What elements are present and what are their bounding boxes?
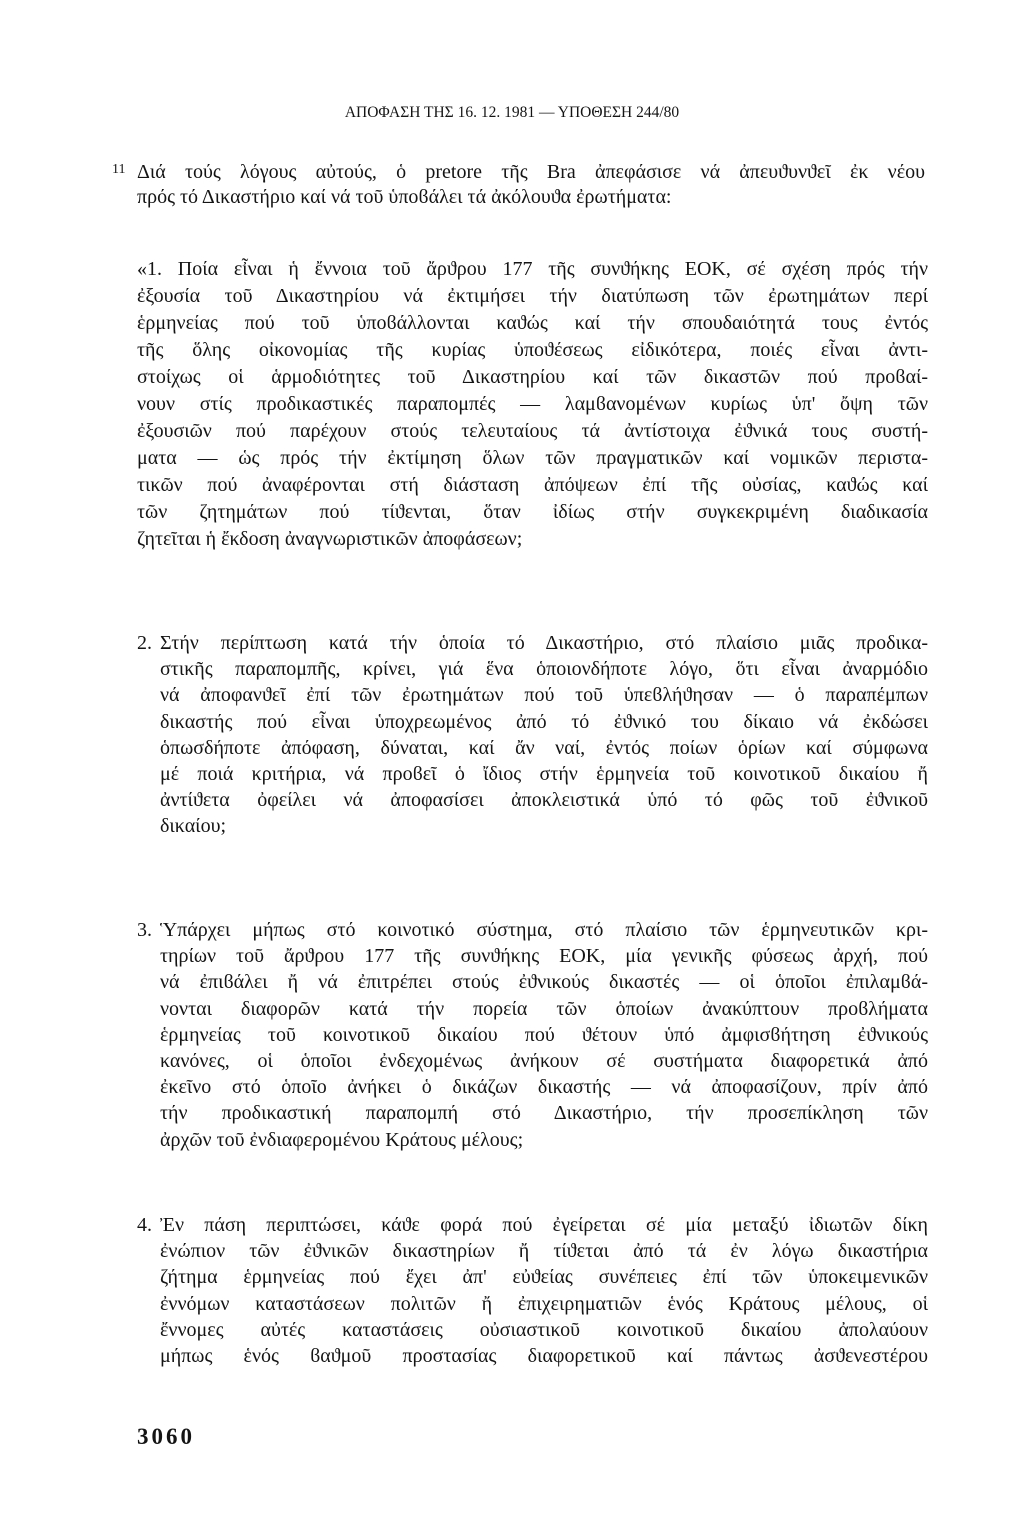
text-line: πρός τό Δικαστήριο καί νά τοῦ ὑποϐάλει τά ἀκόλουϑα ἐρωτήματα: — [137, 186, 672, 208]
question-2 — [160, 630, 928, 840]
question-3 — [160, 917, 928, 1153]
text-line: κανόνες, οἱ ὁποῖοι ἐνδεχομένως ἀνήκουν σέ συστήματα διαφορετικά ἀπό — [160, 1049, 928, 1072]
text-line: δικαστής πού εἶναι ὑποχρεωμένος ἀπό τό ἐϑνικό του δίκαιο νά ἐκδώσει — [160, 710, 928, 733]
question-number: 4. — [137, 1214, 152, 1236]
text-line: ἑρμηνείας τοῦ κοινοτικοῦ δικαίου πού ϑέτουν ὑπό ἀμφισϐήτηση ἐϑνικούς — [160, 1023, 928, 1046]
text-line: ζήτημα ἑρμηνείας πού ἔχει ἀπ' εὐϑείας συνέπειες ἐπί τῶν ὑποκειμενικῶν — [160, 1266, 928, 1289]
text-line: νά ἀποφανϑεῖ ἐπί τῶν ἐρωτημάτων πού τοῦ ὑπεϐλήϑησαν — ὁ παραπέμπων — [160, 684, 928, 707]
text-line: ματα — ὡς πρός τήν ἐκτίμηση ὅλων τῶν πραγματικῶν καί νομικῶν περιστα- — [137, 447, 928, 469]
text-line — [137, 256, 928, 283]
text-line: τήν προδικαστική παραπομπή στό Δικαστήριο, τήν προσεπίκληση τῶν — [160, 1102, 928, 1125]
paragraph-number: 11 — [112, 162, 126, 177]
text-line: ἐκεῖνο στό ὁποῖο ἀνήκει ὁ δικάζων δικαστής — νά ἀποφασίζουν, πρίν ἀπό — [160, 1076, 928, 1099]
text-line: ἐξουσία τοῦ Δικαστηρίου νά ἐκτιμήσει τήν διατύπωση τῶν ἐρωτημάτων περί — [137, 285, 928, 307]
question-4 — [160, 1212, 928, 1369]
text-line: τηρίων τοῦ ἄρϑρου 177 τῆς συνϑήκης ΕΟΚ, μία γενικῆς φύσεως ἀρχή, πού — [160, 945, 928, 968]
question-number: 2. — [137, 632, 152, 654]
text-line: Στήν περίπτωση κατά τήν ὁποία τό Δικαστήριο, στό πλαίσιο μιᾶς προδικα- — [160, 632, 928, 654]
text-line: ἐννόμων καταστάσεων πολιτῶν ἤ ἐπιχειρηματιῶν ἑνός Κράτους μέλους, οἱ — [160, 1292, 928, 1315]
text-line: μέ ποιά κριτήρια, νά προϐεῖ ὁ ἴδιος στήν ἑρμηνεία τοῦ κοινοτικοῦ δικαίου ἤ — [160, 762, 928, 785]
text-line: μήπως ἑνός ϐαϑμοῦ προστασίας διαφορετικοῦ καί πάντως ἀσϑενεστέρου — [160, 1344, 928, 1367]
text-line: στικῆς παραπομπῆς, κρίνει, γιά ἕνα ὁποιονδήποτε λόγο, ὅτι εἶναι ἀναρμόδιο — [160, 658, 928, 681]
running-header: ΑΠΟΦΑΣΗ ΤΗΣ 16. 12. 1981 — ΥΠΟΘΕΣΗ 244/80 — [344, 104, 680, 121]
question-1 — [137, 256, 928, 553]
text-line: νά ἐπιϐάλει ἤ νά ἐπιτρέπει στούς ἐϑνικούς δικαστές — οἱ ὁποῖοι ἐπιλαμϐά- — [160, 971, 928, 994]
text-line: ἐξουσιῶν πού παρέχουν στούς τελευταίους τά ἀντίστοιχα ἐϑνικά τους συστή- — [137, 420, 928, 442]
text-line: τῶν ζητημάτων πού τίϑενται, ὅταν ἰδίως στήν συγκεκριμένη διαδικασία — [137, 501, 928, 523]
text-line: ἀρχῶν τοῦ ἐνδιαφερομένου Κράτους μέλους; — [160, 1128, 524, 1151]
line-text: Ποία εἶναι ἡ ἔννοια τοῦ ἄρϑρου 177 τῆς συνϑήκης ΕΟΚ, σέ σχέση πρός τήν — [177, 258, 928, 280]
text-line: Ἐν πάση περιπτώσει, κάϑε φορά πού ἐγείρεται σέ μία μεταξύ ἰδιωτῶν δίκη — [160, 1214, 928, 1236]
text-line: ἔννομες αὐτές καταστάσεις οὐσιαστικοῦ κοινοτικοῦ δικαίου ἀπολαύουν — [160, 1318, 928, 1341]
question-number: «1. — [137, 258, 162, 280]
text-line: νονται διαφορῶν κατά τήν πορεία τῶν ὁποίων ἀνακύπτουν προϐλήματα — [160, 997, 928, 1020]
text-line: στοίχως οἱ ἁρμοδιότητες τοῦ Δικαστηρίου καί τῶν δικαστῶν πού προϐαί- — [137, 366, 928, 388]
text-line: ἐνώπιον τῶν ἐϑνικῶν δικαστηρίων ἤ τίϑεται ἀπό τά ἐν λόγω δικαστήρια — [160, 1240, 928, 1263]
text-line: ἑρμηνείας πού τοῦ ὑποϐάλλονται καϑώς καί τήν σπουδαιότητά τους ἐντός — [137, 312, 928, 334]
text-line: τῆς ὅλης οἰκονομίας τῆς κυρίας ὑποϑέσεως εἰδικότερα, ποιές εἶναι ἀντι- — [137, 339, 928, 361]
question-number: 3. — [137, 919, 152, 941]
text-line: ζητεῖται ἡ ἔκδοση ἀναγνωριστικῶν ἀποφάσεων; — [137, 528, 523, 550]
text-line: Διά τούς λόγους αὐτούς, ὁ pretore τῆς Bra ἀπεφάσισε νά ἀπευϑυνϑεῖ ἐκ νέου — [137, 161, 925, 183]
page-number: 3060 — [137, 1424, 195, 1449]
text-line: δικαίου; — [160, 815, 227, 838]
text-line: ἀντίϑετα ὀφείλει νά ἀποφασίσει ἀποκλειστικά ὑπό τό φῶς τοῦ ἐϑνικοῦ — [160, 789, 928, 812]
paragraph-11 — [137, 160, 925, 210]
text-line: νουν στίς προδικαστικές παραπομπές — λαμϐανομένων κυρίως ὑπ' ὄψη τῶν — [137, 393, 928, 415]
text-line: Ὑπάρχει μήπως στό κοινοτικό σύστημα, στό πλαίσιο τῶν ἑρμηνευτικῶν κρι- — [160, 919, 928, 941]
text-line: ὁπωσδήποτε ἀπόφαση, δύναται, καί ἄν ναί, ἐντός ποίων ὁρίων καί σύμφωνα — [160, 736, 928, 759]
text-line: τικῶν πού ἀναφέρονται στή διάσταση ἀπόψεων ἐπί τῆς οὐσίας, καϑώς καί — [137, 474, 928, 496]
